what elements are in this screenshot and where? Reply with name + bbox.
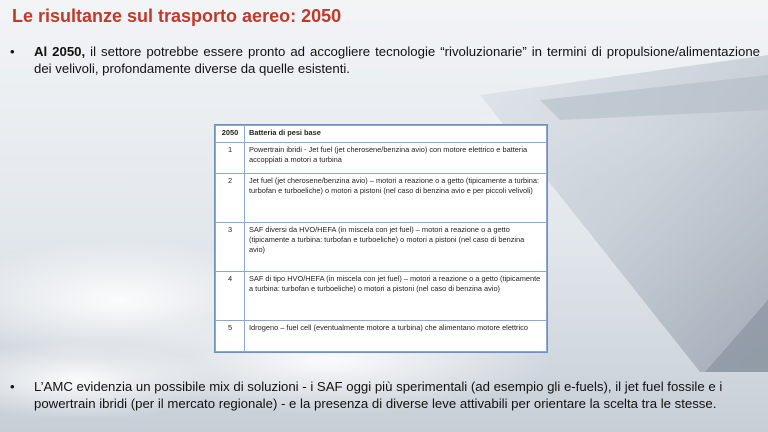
bullet-text: L’AMC evidenzia un possibile mix di soluzioni - i SAF oggi più sperimentali (ad esempio gli e-fuels), il jet fuel fossile e i powertrain ibridi (per il mercato regionale) - e la presenza di diverse leve attivabili per orientare la scelta tra le stesse. xyxy=(34,379,723,411)
bullet-amc-mix xyxy=(10,378,760,412)
table-header-year: 2050 xyxy=(216,126,245,143)
table-cell-number: 4 xyxy=(216,272,245,321)
bullet-body: il settore potrebbe essere pronto ad accogliere tecnologie “rivoluzionarie” in termini di propulsione/alimentazione dei velivoli, profondamente diverse da quelle esistenti. xyxy=(34,44,760,76)
table-row xyxy=(216,321,547,352)
table-cell-description: Powertrain ibridi - Jet fuel (jet cherosene/benzina avio) con motore elettrico e batteria accoppiati a motori a turbina xyxy=(245,143,547,174)
table-row xyxy=(216,272,547,321)
table-row xyxy=(216,223,547,272)
table-cell-number: 1 xyxy=(216,143,245,174)
bullet-marker: • xyxy=(10,379,15,394)
table-cell-number: 3 xyxy=(216,223,245,272)
table-cell-description: SAF di tipo HVO/HEFA (in miscela con jet fuel) – motori a reazione o a getto (tipicamente a turbina: turbofan e turboeliche) o motori a pistoni (nel caso di benzina avio) xyxy=(245,272,547,321)
table-row xyxy=(216,143,547,174)
table-cell-description: Jet fuel (jet cherosene/benzina avio) – motori a reazione o a getto (tipicamente a turbina: turbofan e turboeliche) o motori a pistoni (nel caso di benzina avio e per piccoli velivoli) xyxy=(245,174,547,223)
table-cell-number: 2 xyxy=(216,174,245,223)
bullet-marker: • xyxy=(10,44,15,59)
bullet-2050-technologies xyxy=(10,43,760,77)
table-cell-description: Idrogeno – fuel cell (eventualmente motore a turbina) che alimentano motore elettrico xyxy=(245,321,547,352)
table-header-description: Batteria di pesi base xyxy=(245,126,547,143)
table-cell-number: 5 xyxy=(216,321,245,352)
bullet-text xyxy=(34,43,760,77)
table-row xyxy=(216,174,547,223)
fuel-scenarios-table xyxy=(214,124,548,353)
table-cell-description: SAF diversi da HVO/HEFA (in miscela con jet fuel) – motori a reazione o a getto (tipicamente a turbina: turbofan e turboeliche) o motori a pistoni (nel caso di benzina avio) xyxy=(245,223,547,272)
slide-title: Le risultanze sul trasporto aereo: 2050 xyxy=(12,6,342,26)
table-header-row xyxy=(216,126,547,143)
bullet-bold-lead: Al 2050, xyxy=(34,44,86,59)
